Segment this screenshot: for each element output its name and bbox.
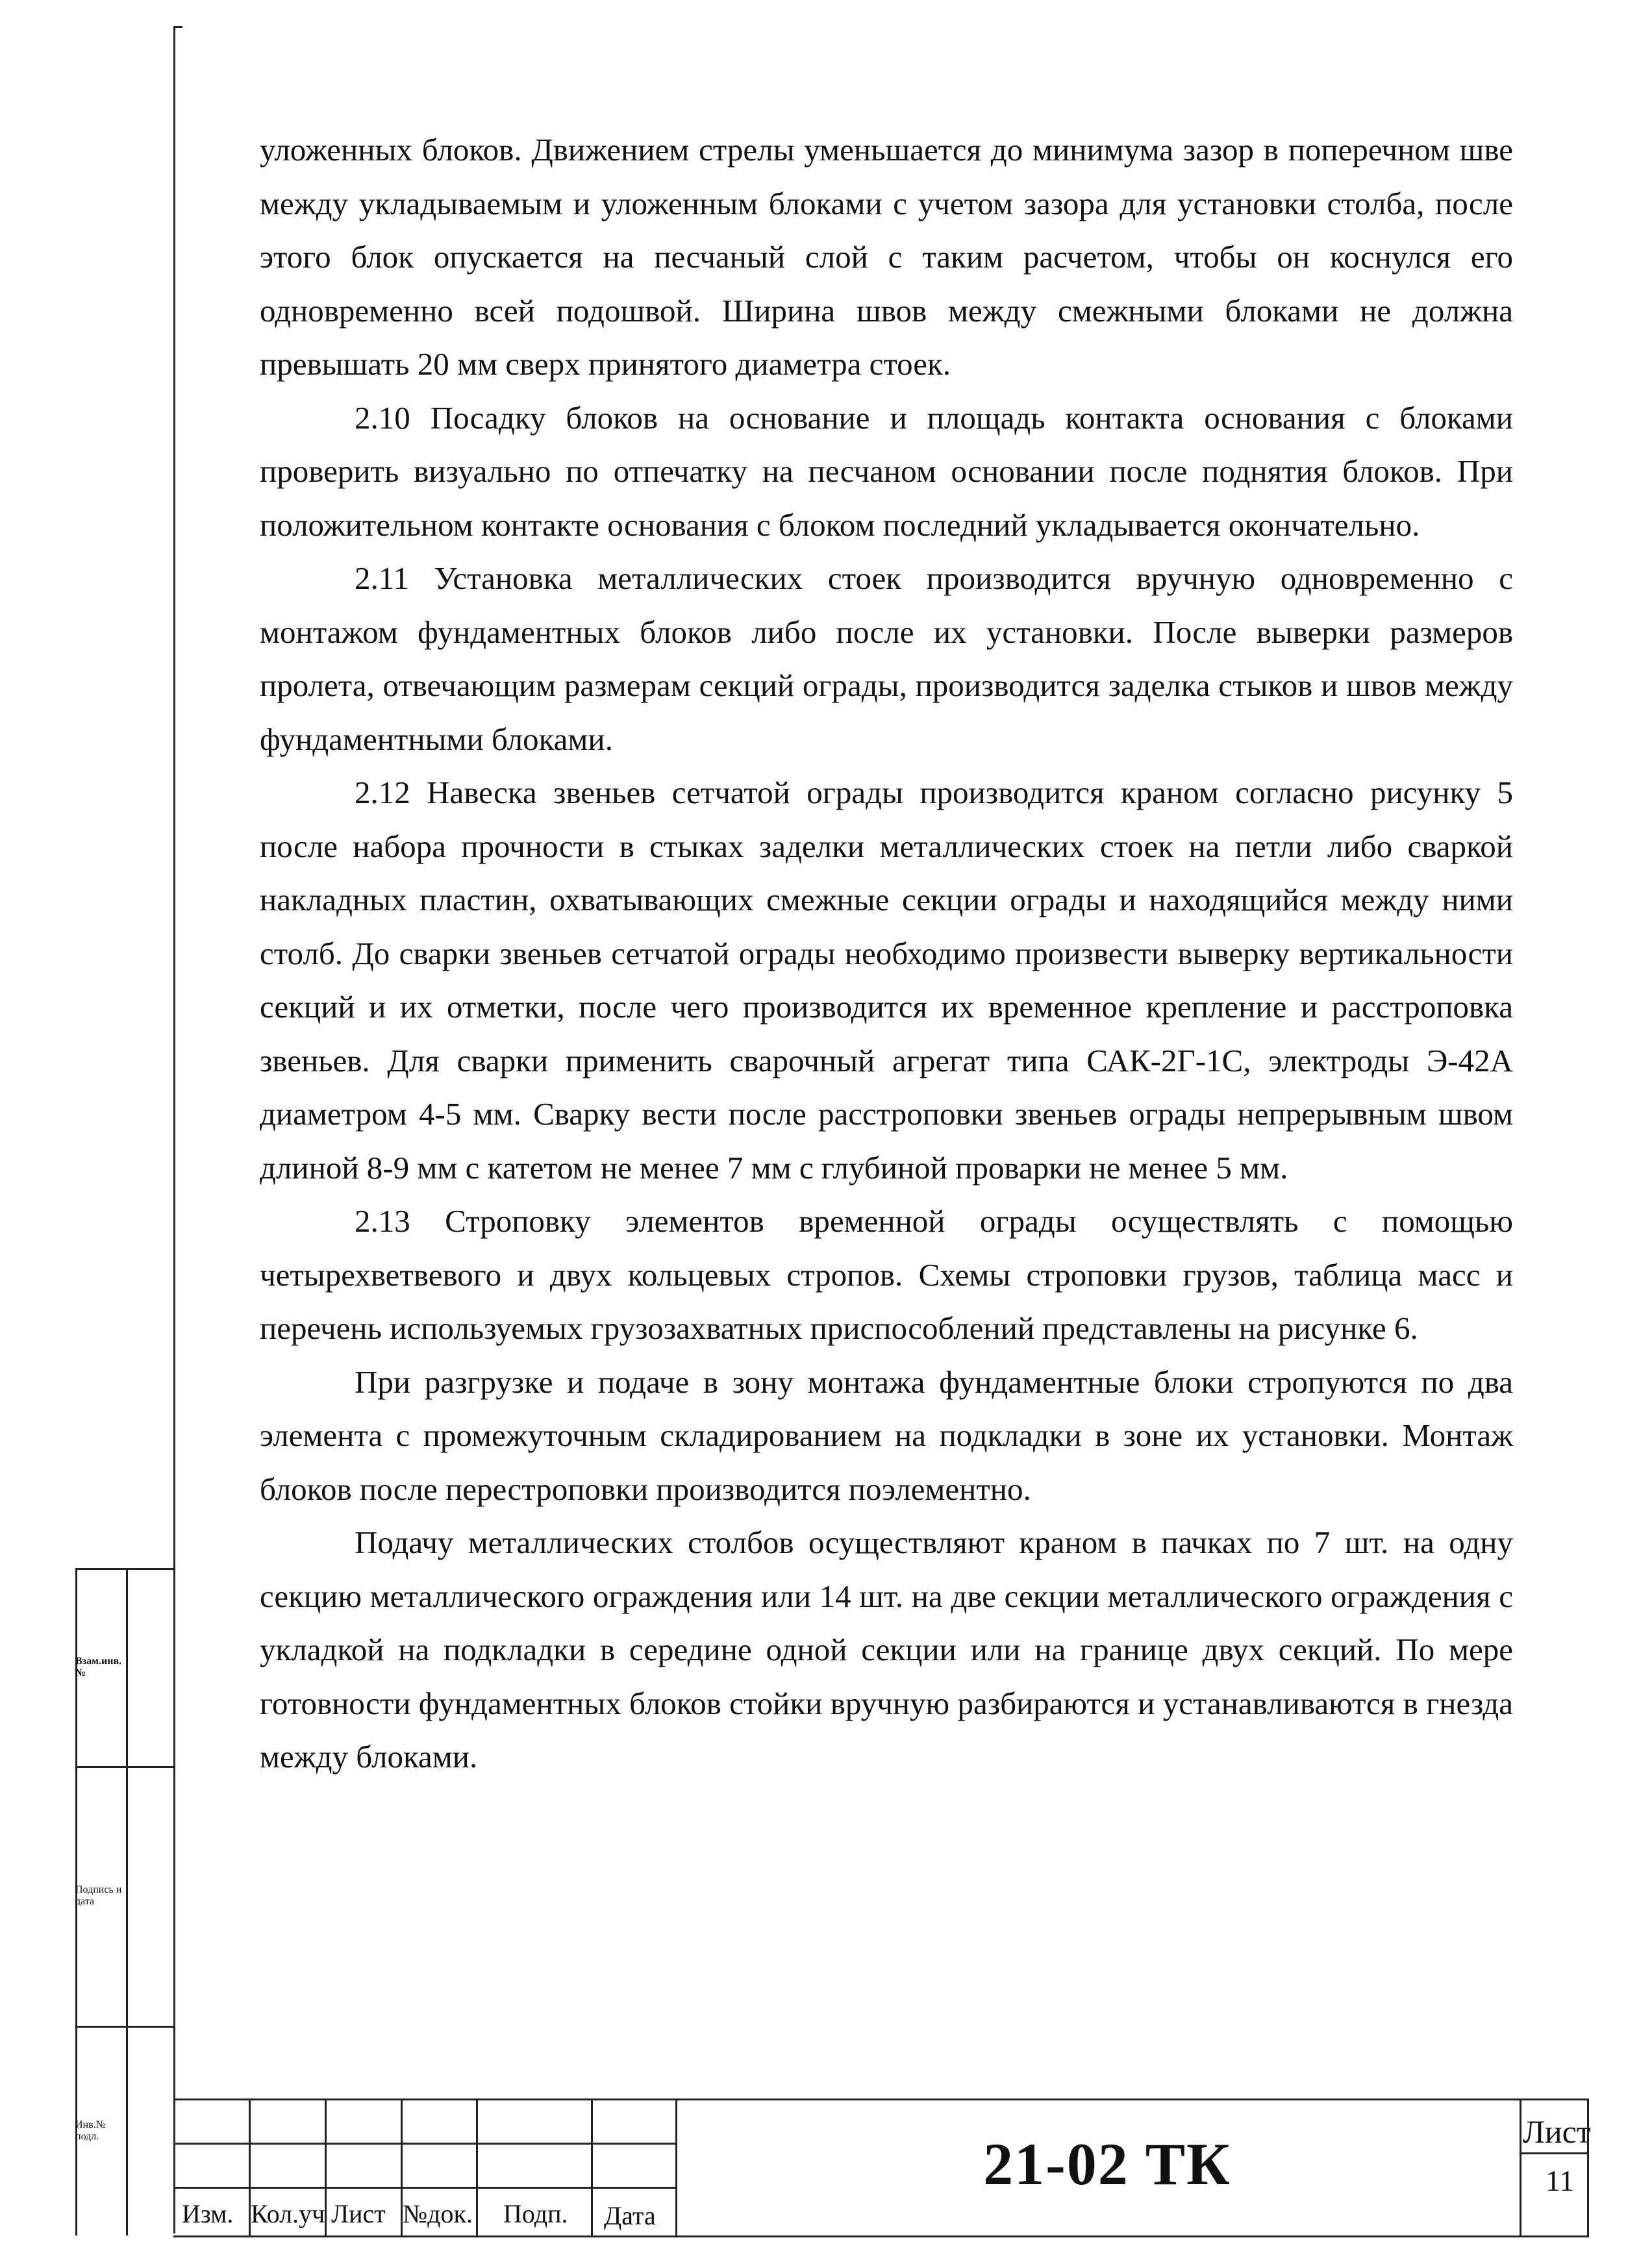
side-stamp-inv-orig-label: Инв.№ подл. bbox=[75, 2119, 106, 2142]
title-block-col-label: Изм. bbox=[182, 2199, 234, 2228]
paragraph: 2.11 Установка металлических стоек производится вручную одновременно с монтажом фундаментных блоков либо после их установки. После выверки размеров пролета, отвечающим размерам секций ограды, производится заделка стыков и швов между фундаментными блоками. bbox=[260, 560, 1513, 757]
document-code: 21-02 ТК bbox=[983, 2131, 1231, 2197]
sheet-label: Лист bbox=[1523, 2113, 1591, 2150]
frame-bottom-border bbox=[173, 2235, 1589, 2237]
sheet-number: 11 bbox=[1546, 2164, 1575, 2197]
paragraph: При разгрузке и подаче в зону монтажа фундаментные блоки стропуются по два элемента с промежуточным складированием на подкладки в зоне их установки. Монтаж блоков после перестроповки производится поэлементно. bbox=[260, 1363, 1513, 1507]
side-stamp-cell-inv-sub bbox=[75, 1568, 126, 1766]
side-stamp-sign-date-label: Подпись и дата bbox=[75, 1884, 122, 1907]
side-stamp-cell-inv-orig bbox=[75, 2026, 126, 2235]
paragraph: 2.12 Навеска звеньев сетчатой ограды производится краном согласно рисунку 5 после набора прочности в стыках заделки металлических стоек на петли либо сваркой накладных пластин, охватывающих смежные секции ограды и находящийся между ними столб. До сварки звеньев сетчатой ограды необходимо произвести выверку вертикальности секций и их отметки, после чего производится их временное крепление и расстроповка звеньев. Для сварки применить сварочный агрегат типа САК-2Г-1С, электроды Э-42А диаметром 4-5 мм. Сварку вести после расстроповки звеньев ограды непрерывным швом длиной 8-9 мм с катетом не менее 7 мм с глубиной проварки не менее 5 мм. bbox=[260, 775, 1513, 1186]
title-block-col-line bbox=[325, 2098, 327, 2237]
paragraph: Подачу металлических столбов осуществляют краном в пачках по 7 шт. на одну секцию металлического ограждения или 14 шт. на две секции металлического ограждения с укладкой на подкладки в середине одной секции или на границе двух секций. По мере готовности фундаментных блоков стойки вручную разбираются и устанавливаются в гнезда между блоками. bbox=[260, 1525, 1513, 1774]
title-block-col-label: №док. bbox=[403, 2199, 473, 2228]
paragraph: 2.13 Строповку элементов временной ограды осуществлять с помощью четырехветвевого и двух кольцевых стропов. Схемы строповки грузов, таблица масс и перечень используемых грузозахватных приспособлений представлены на рисунке 6. bbox=[260, 1203, 1513, 1346]
side-stamp-cell-sign-date bbox=[75, 1766, 126, 2026]
title-block-col-line bbox=[591, 2098, 593, 2237]
side-stamp-inv-sub-label: Взам.инв. № bbox=[75, 1655, 122, 1678]
title-block-col-label: Подп. bbox=[503, 2199, 568, 2228]
frame-top-tick bbox=[173, 26, 182, 28]
paragraph: 2.10 Посадку блоков на основание и площадь контакта основания с блоками проверить визуально по отпечатку на песчаном основании после поднятия блоков. При положительном контакте основания с блоком последний укладывается окончательно. bbox=[260, 399, 1513, 543]
paragraph: уложенных блоков. Движением стрелы уменьшается до минимума зазор в поперечном шве между укладываемым и уложенным блоками с учетом зазора для установки столба, после этого блок опускается на песчаный слой с таким расчетом, чтобы он коснулся его одновременно всей подошвой. Ширина швов между смежными блоками не должна превышать 20 мм сверх принятого диаметра стоек. bbox=[260, 132, 1513, 382]
title-block-col-label: Кол.уч bbox=[251, 2199, 325, 2228]
side-stamp-inner-line bbox=[126, 1568, 128, 2235]
title-block-col-label: Дата bbox=[604, 2201, 656, 2230]
title-block-top-line bbox=[173, 2098, 1589, 2100]
document-body bbox=[260, 123, 1513, 1784]
title-block-col-line bbox=[476, 2098, 478, 2237]
title-block-col-label: Лист bbox=[331, 2199, 386, 2228]
frame-left-border bbox=[173, 26, 175, 2234]
